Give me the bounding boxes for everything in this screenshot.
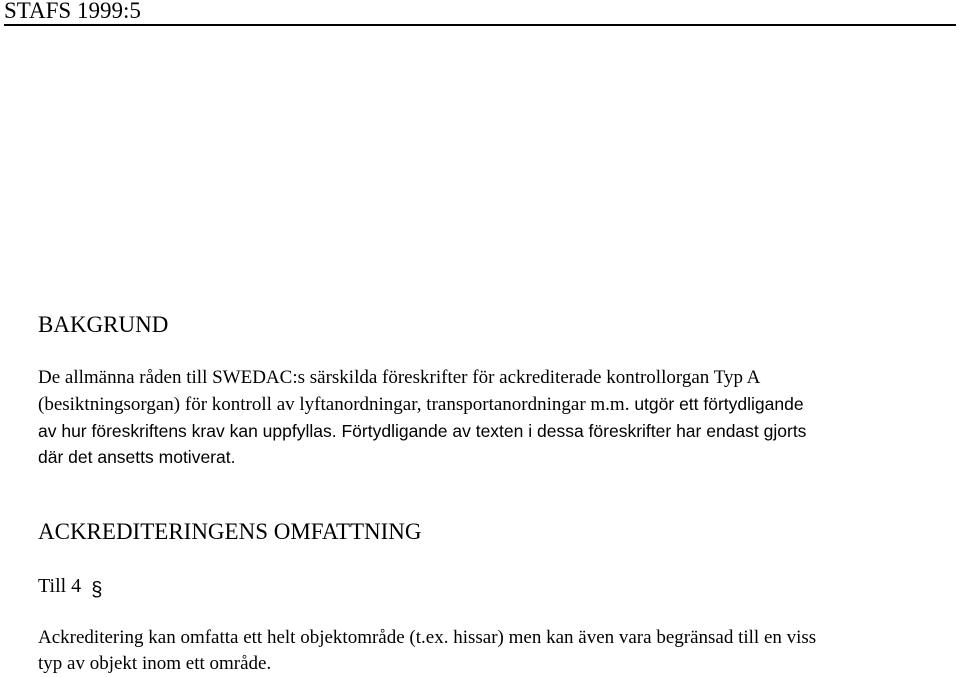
paragraph-text-sans: Förtydligande av texten i dessa föreskrifter har endast gjorts: [336, 421, 807, 441]
paragraph-line: typ av objekt inom ett område.: [38, 653, 272, 674]
paragraph-line: [38, 391, 806, 418]
paragraph-line: Ackreditering kan omfatta ett helt objektområde (t.ex. hissar) men kan även vara begränsad till en viss: [38, 627, 817, 648]
section-heading-omfattning: ACKREDITERINGENS OMFATTNING: [38, 519, 422, 544]
paragraph-text-sans: av hur föreskriftens krav kan uppfyllas.: [38, 421, 337, 441]
paragraph-line: där det ansetts motiverat.: [38, 447, 236, 467]
sub-heading-label: Till 4: [38, 575, 82, 597]
document-id: STAFS 1999:5: [4, 0, 141, 23]
paragraph-text-serif: (besiktningsorgan) för kontroll av lyftanordningar, transportanordningar m.m.: [38, 394, 630, 415]
paragraph-line: [38, 418, 806, 444]
sub-heading-till-4: [38, 573, 102, 599]
paragraph-line: De allmänna råden till SWEDAC:s särskilda föreskrifter för ackrediterade kontrollorgan Typ A: [38, 367, 761, 388]
paragraph-bakgrund: [38, 365, 806, 470]
paragraph-omfattning: [38, 625, 816, 677]
paragraph-text-sans: utgör ett förtydligande: [629, 394, 804, 414]
header-rule: [4, 24, 956, 26]
section-sign: §: [91, 579, 103, 601]
section-heading-bakgrund: BAKGRUND: [38, 312, 169, 337]
